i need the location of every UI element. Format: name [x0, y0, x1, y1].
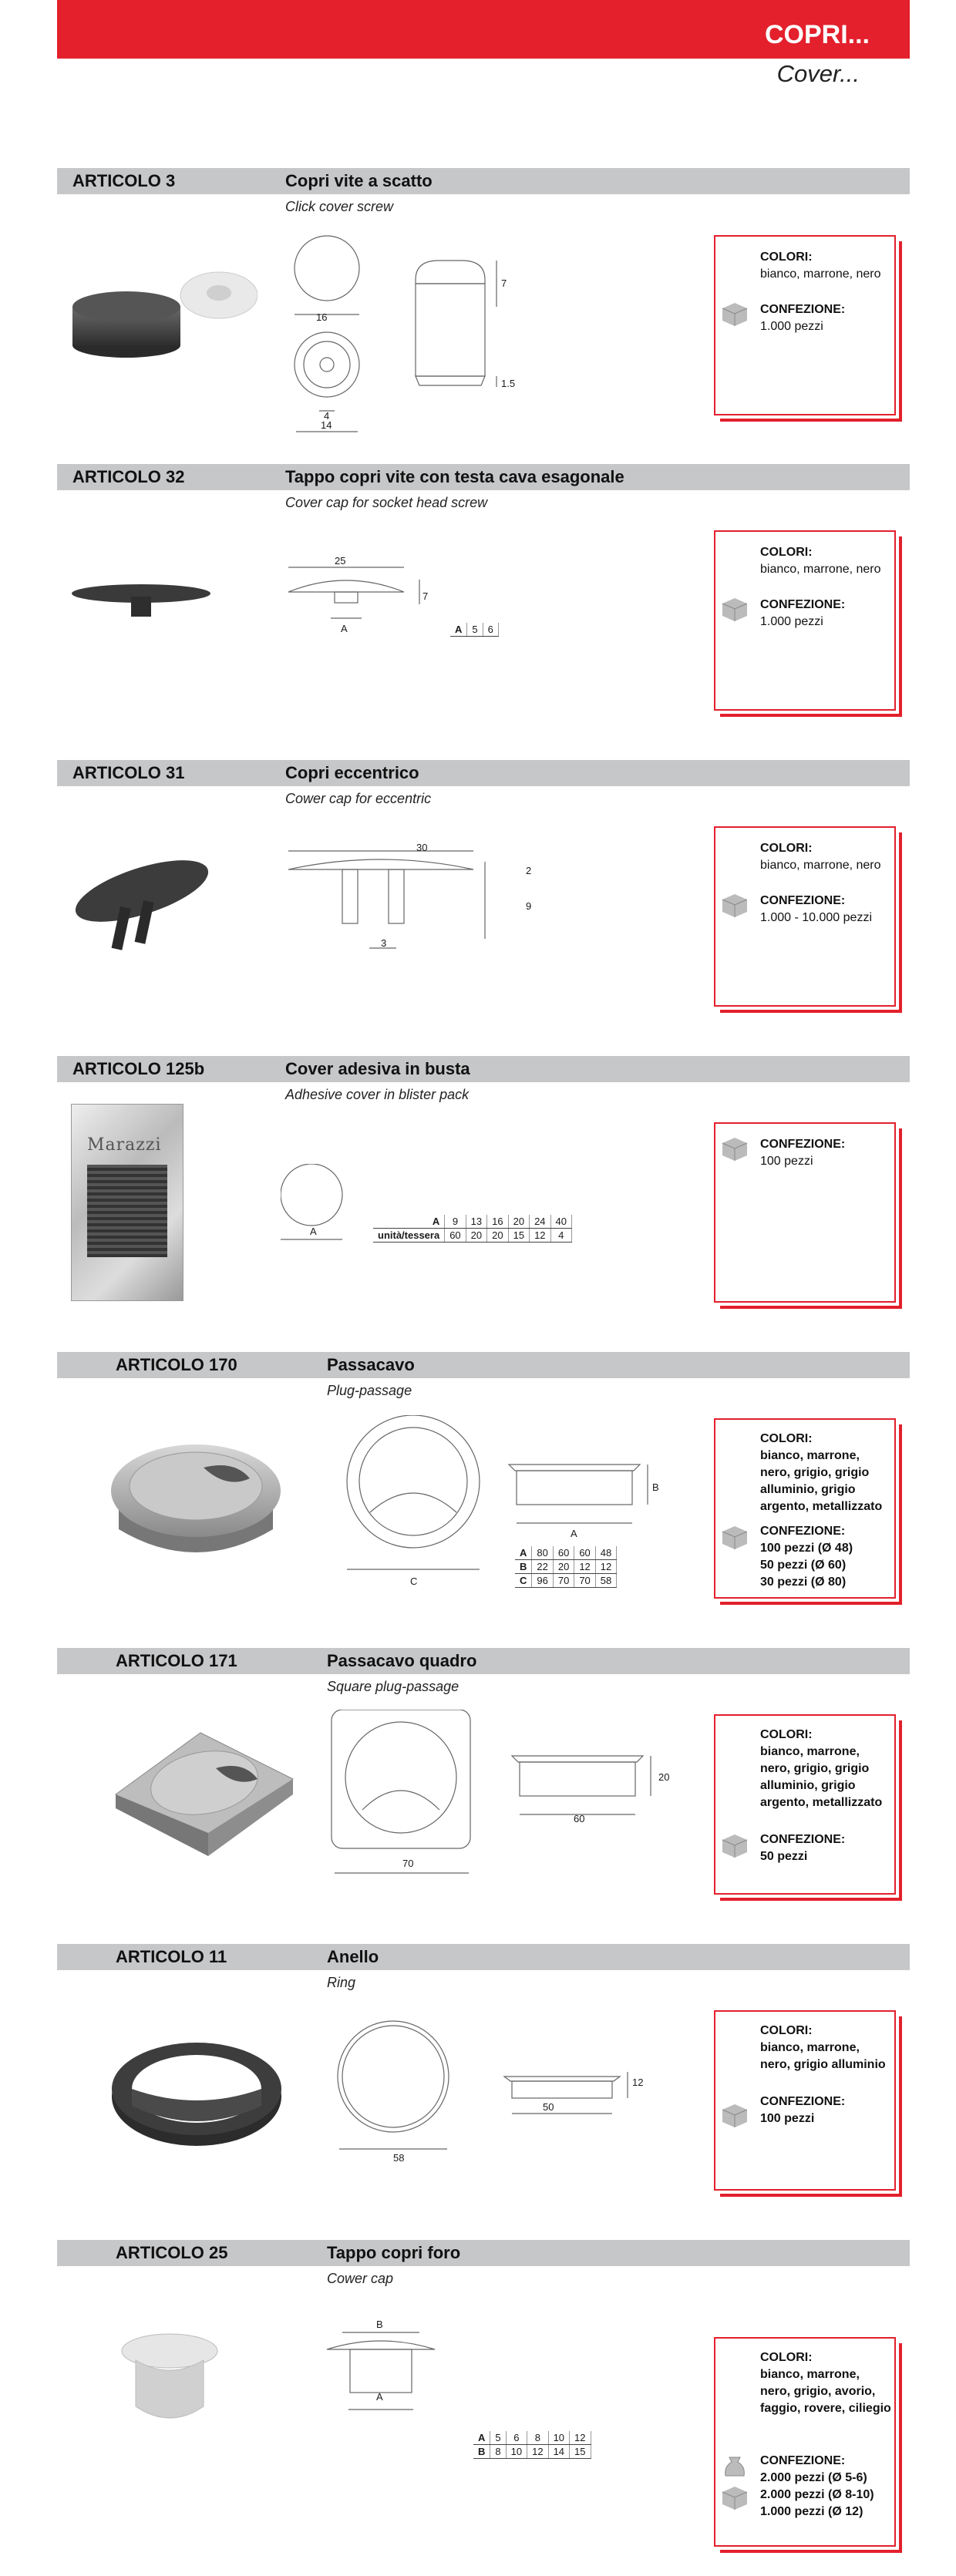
page-title: COPRI...	[764, 20, 870, 49]
package-value: 1.000 pezzi	[760, 320, 823, 333]
dimension-table	[515, 1546, 617, 1588]
table-cell: 20	[466, 1229, 486, 1243]
technical-drawing	[273, 230, 597, 446]
table-row	[515, 1560, 617, 1574]
article-code: ARTICOLO 125b	[72, 1059, 205, 1078]
dimension-label: 14	[321, 419, 332, 431]
article-subtitle: Square plug-passage	[327, 1679, 459, 1694]
table-cell: 10	[548, 2431, 569, 2445]
article-code: ARTICOLO 25	[116, 2243, 228, 2262]
package-icon	[720, 1525, 749, 1549]
section-articolo-3	[57, 168, 910, 446]
package-value: 2.000 pezzi (Ø 5-6)	[760, 2471, 867, 2484]
article-code: ARTICOLO 11	[116, 1947, 227, 1966]
article-title: Copri vite a scatto	[285, 171, 433, 190]
colors-label: COLORI:	[760, 251, 813, 264]
table-cell: 70	[574, 1574, 595, 1588]
article-subtitle: Cower cap for eccentric	[285, 791, 432, 806]
section-articolo-25	[57, 2240, 910, 2564]
info-box	[714, 2010, 896, 2191]
article-title: Tappo copri vite con testa cava esagonale	[285, 467, 624, 486]
product-image	[108, 1717, 301, 1871]
info-box	[714, 530, 896, 711]
table-row	[450, 623, 498, 637]
table-cell: 60	[445, 1229, 466, 1243]
section-header-bar	[57, 168, 910, 194]
table-cell: A	[515, 1546, 532, 1560]
info-box	[714, 2337, 896, 2547]
colors-label: COLORI:	[760, 1728, 813, 1741]
package-label: CONFEZIONE:	[760, 1525, 846, 1538]
article-code: ARTICOLO 32	[72, 467, 185, 486]
table-cell: 48	[595, 1546, 616, 1560]
dimension-label: 58	[393, 2152, 405, 2164]
info-box	[714, 1714, 896, 1895]
colors-label: COLORI:	[760, 2024, 813, 2037]
article-title: Passacavo quadro	[327, 1651, 477, 1670]
dimension-label: 7	[501, 277, 507, 289]
package-icon	[720, 597, 749, 621]
dimension-table	[473, 2431, 591, 2459]
dimension-label: B	[376, 2319, 383, 2330]
colors-value: bianco, marrone, nero, grigio, grigio alluminio, grigio argento, metallizzato	[760, 1449, 883, 1513]
package-value: 100 pezzi (Ø 48)	[760, 1542, 853, 1555]
table-cell: 9	[445, 1215, 466, 1229]
table-cell: 12	[574, 1560, 595, 1574]
dimension-table	[450, 623, 499, 637]
table-cell: 60	[553, 1546, 574, 1560]
table-cell: 20	[553, 1560, 574, 1574]
colors-value: bianco, marrone, nero, grigio alluminio	[760, 2041, 886, 2071]
colors-value: bianco, marrone, nero	[760, 563, 881, 576]
dimension-label: 20	[658, 1771, 670, 1783]
table-cell: 15	[508, 1229, 529, 1243]
product-image	[68, 580, 222, 626]
table-cell: C	[515, 1574, 532, 1588]
package-icon	[720, 2485, 749, 2510]
technical-drawing	[288, 846, 489, 962]
dimension-label: B	[652, 1481, 659, 1493]
table-cell: 8	[527, 2431, 548, 2445]
table-cell: 10	[506, 2445, 527, 2459]
table-cell: 14	[548, 2445, 569, 2459]
package-icon	[720, 1833, 749, 1858]
package-label: CONFEZIONE:	[760, 303, 846, 316]
info-box	[714, 1418, 896, 1599]
article-code: ARTICOLO 3	[72, 171, 176, 190]
table-cell: 13	[466, 1215, 486, 1229]
package-value: 30 pezzi (Ø 80)	[760, 1576, 847, 1589]
dimension-label: 12	[632, 2077, 644, 2088]
colors-label: COLORI:	[760, 842, 813, 855]
table-cell: 6	[506, 2431, 527, 2445]
info-box	[714, 826, 896, 1007]
package-icon	[720, 893, 749, 917]
article-subtitle: Adhesive cover in blister pack	[285, 1087, 470, 1102]
brand-logo: Marazzi	[87, 1135, 162, 1155]
package-label: CONFEZIONE:	[760, 1138, 846, 1151]
article-title: Anello	[327, 1947, 379, 1966]
dimension-label: A	[571, 1528, 577, 1539]
package-value: 100 pezzi	[760, 1155, 813, 1168]
colors-value: bianco, marrone, nero	[760, 859, 881, 872]
article-title: Copri eccentrico	[285, 763, 419, 782]
table-cell: 15	[570, 2445, 591, 2459]
product-image	[71, 1104, 183, 1301]
dimension-label: 70	[402, 1858, 414, 1869]
table-cell: 12	[527, 2445, 548, 2459]
article-code: ARTICOLO 31	[72, 763, 185, 782]
article-code: ARTICOLO 171	[116, 1651, 237, 1670]
section-articolo-32	[57, 464, 910, 726]
article-title: Passacavo	[327, 1355, 415, 1374]
section-articolo-11	[57, 1944, 910, 2206]
article-title: Cover adesiva in busta	[285, 1059, 470, 1078]
article-code: ARTICOLO 170	[116, 1355, 237, 1374]
table-cell: 22	[532, 1560, 553, 1574]
dimension-table	[373, 1215, 572, 1243]
table-cell: 5	[490, 2431, 506, 2445]
section-header-bar	[57, 760, 910, 786]
table-cell: A	[373, 1215, 445, 1229]
technical-drawing	[327, 2018, 651, 2188]
package-icon	[720, 2103, 749, 2127]
dimension-label: 7	[422, 590, 429, 602]
colors-value: bianco, marrone, nero	[760, 267, 881, 281]
package-icon	[720, 1136, 749, 1161]
cover-sheet	[87, 1165, 167, 1257]
package-value: 50 pezzi	[760, 1850, 808, 1863]
header-bar	[57, 0, 910, 59]
product-image	[116, 2328, 224, 2436]
dimension-label: 4	[324, 410, 330, 422]
table-cell: 58	[595, 1574, 616, 1588]
product-image	[65, 261, 258, 361]
package-value: 100 pezzi	[760, 2112, 815, 2125]
article-subtitle: Cower cap	[327, 2271, 394, 2286]
table-cell: 5	[467, 623, 483, 637]
table-cell: 12	[595, 1560, 616, 1574]
package-label: CONFEZIONE:	[760, 598, 846, 611]
dimension-label: 1.5	[501, 378, 516, 389]
dimension-label: A	[341, 623, 348, 634]
colors-label: COLORI:	[760, 546, 813, 559]
table-cell: 6	[483, 623, 498, 637]
table-cell: 20	[487, 1229, 508, 1243]
dimension-label: 3	[381, 937, 387, 949]
dimension-label: 60	[574, 1813, 585, 1824]
package-value: 2.000 pezzi (Ø 8-10)	[760, 2488, 874, 2501]
package-label: CONFEZIONE:	[760, 2095, 846, 2108]
article-subtitle: Plug-passage	[327, 1383, 412, 1398]
table-cell: 8	[490, 2445, 506, 2459]
technical-drawing	[327, 2326, 481, 2457]
colors-label: COLORI:	[760, 1432, 813, 1445]
table-cell: 4	[550, 1229, 571, 1243]
bag-icon	[720, 2454, 749, 2479]
article-subtitle: Cover cap for socket head screw	[285, 495, 488, 510]
section-articolo-170	[57, 1352, 910, 1629]
section-articolo-31	[57, 760, 910, 1022]
page-subtitle: Cover...	[776, 60, 860, 87]
colors-value: bianco, marrone, nero, grigio, avorio, faggio, rovere, ciliegio	[760, 2368, 891, 2415]
dimension-label: 16	[316, 311, 328, 323]
dimension-label: A	[310, 1226, 317, 1237]
table-row	[473, 2445, 591, 2459]
package-label: CONFEZIONE:	[760, 1833, 846, 1846]
table-row	[515, 1574, 617, 1588]
package-value: 50 pezzi (Ø 60)	[760, 1559, 847, 1572]
info-box	[714, 235, 896, 415]
table-cell: 60	[574, 1546, 595, 1560]
package-label: CONFEZIONE:	[760, 2454, 846, 2467]
product-image	[65, 853, 219, 960]
package-value: 1.000 pezzi (Ø 12)	[760, 2505, 863, 2518]
table-cell: 70	[553, 1574, 574, 1588]
colors-label: COLORI:	[760, 2351, 813, 2364]
technical-drawing	[327, 1710, 666, 1879]
dimension-label: C	[410, 1576, 418, 1587]
package-icon	[720, 301, 749, 326]
table-cell: 16	[487, 1215, 508, 1229]
table-cell: B	[515, 1560, 532, 1574]
package-label: CONFEZIONE:	[760, 894, 846, 907]
article-subtitle: Click cover screw	[285, 199, 394, 214]
package-value: 1.000 - 10.000 pezzi	[760, 911, 872, 924]
article-subtitle: Ring	[327, 1975, 356, 1990]
dimension-label: A	[376, 2391, 383, 2403]
dimension-label: 25	[335, 555, 346, 567]
dimension-label: 30	[416, 842, 428, 853]
table-cell: 40	[550, 1215, 571, 1229]
table-cell: unità/tessera	[373, 1229, 445, 1243]
table-row	[515, 1546, 617, 1560]
table-row	[373, 1229, 572, 1243]
colors-value: bianco, marrone, nero, grigio, grigio alluminio, grigio argento, metallizzato	[760, 1745, 883, 1809]
section-articolo-171	[57, 1648, 910, 1910]
table-cell: B	[473, 2445, 490, 2459]
table-row	[373, 1215, 572, 1229]
article-title: Tappo copri foro	[327, 2243, 461, 2262]
table-cell: A	[450, 623, 467, 637]
table-cell: 20	[508, 1215, 529, 1229]
product-image	[108, 2019, 293, 2158]
technical-drawing	[281, 1164, 396, 1264]
table-cell: 12	[530, 1229, 550, 1243]
table-cell: 24	[530, 1215, 550, 1229]
package-value: 1.000 pezzi	[760, 615, 823, 628]
dimension-label: 50	[543, 2101, 554, 2113]
table-cell: 96	[532, 1574, 553, 1588]
dimension-label: 9	[526, 900, 532, 912]
table-row	[473, 2431, 591, 2445]
section-articolo-125b	[57, 1056, 910, 1318]
table-cell: 80	[532, 1546, 553, 1560]
dimension-label: 2	[526, 865, 532, 876]
product-image	[103, 1421, 288, 1568]
table-cell: A	[473, 2431, 490, 2445]
table-cell: 12	[570, 2431, 591, 2445]
info-box	[714, 1122, 896, 1303]
